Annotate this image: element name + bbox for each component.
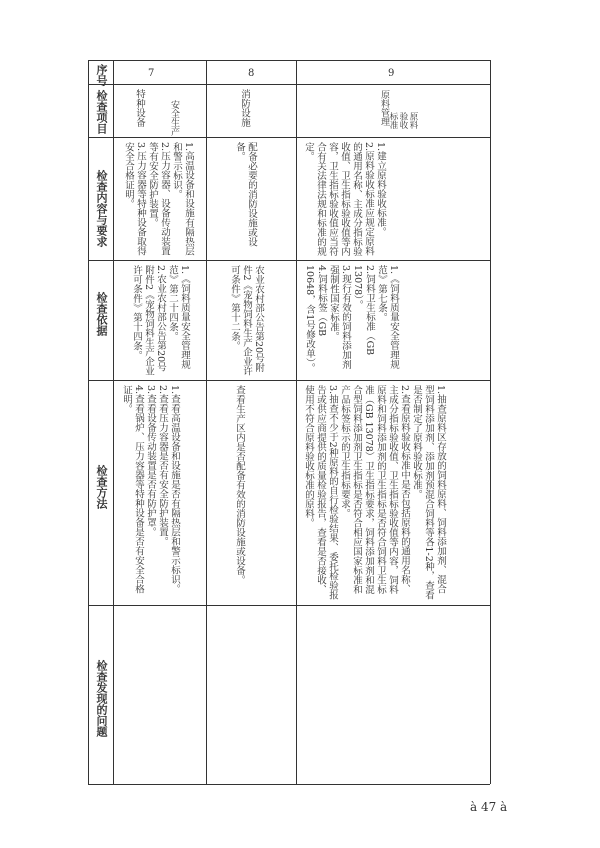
row-item: 特种设备 [134, 89, 145, 127]
column-divider [88, 380, 490, 381]
row-content: 1.建立原料验收标准。 2.原料验收标准应规定原料的通用名称、主成分指标验收值、卫生指标验收值等内容，卫生指标验收值应当符合有关法律法规和标准的规定。 [303, 142, 386, 256]
table-border [88, 60, 89, 784]
column-divider [88, 260, 490, 261]
column-divider [88, 605, 490, 606]
row-number: 9 [388, 68, 395, 79]
header-content: 检查内容与要求 [95, 170, 108, 247]
row-method: 1.查看高温设备和设施是否有隔热层和警示标识。 2.查看压力容器是否有安全防护装置。 3.查看设备传动装置是否有防护罩。 4.查看锅炉、压力容器等特种设备是否有安全合格证明。 [121, 385, 180, 594]
row-method: 查看生产区内是否配备有效的消防设施或设备。 [234, 385, 245, 585]
row-content: 配备必要的消防设施或设备。 [234, 142, 257, 247]
table-border [88, 60, 490, 61]
header-seq: 序号 [95, 64, 108, 86]
column-divider [88, 137, 490, 138]
page-number: à 47 à [470, 800, 508, 814]
column-divider [88, 84, 490, 85]
row-number: 8 [248, 68, 255, 79]
header-issues: 检查发现的问题 [95, 660, 108, 737]
row-number: 7 [148, 68, 155, 79]
row-basis: 1.《饲料质量安全管理规范》第二十四条。 2.农业农村部公告第20号附件2《宠物饲料生产企业许可条件》第十四条。 [131, 265, 190, 376]
table-border [88, 784, 490, 785]
section-label: 安全生产 [169, 100, 179, 136]
header-basis: 检查依据 [95, 292, 108, 336]
row-item: 消防设施 [239, 89, 250, 127]
row-divider [113, 60, 114, 784]
header-method: 检查方法 [95, 465, 108, 509]
row-item: 原料验收标准 [388, 112, 418, 129]
table-border [490, 60, 491, 784]
row-item-section: 原料管理 [379, 90, 389, 126]
row-basis: 农业农村部公告第20号附件2《宠物饲料生产企业许可条件》第十二条。 [229, 265, 264, 376]
row-basis: 1.《饲料质量安全管理规范》第七条。 2.饲料卫生标准（GB 13078）。 3.现行有效的饲料添加剂强制性国家标准。 4.饲料标签（GB 10648，含1号修改单）。 [304, 265, 399, 373]
row-divider [296, 60, 297, 784]
header-item: 检查项目 [95, 90, 108, 134]
inspection-table [88, 60, 490, 784]
row-method: 1.抽查原料区存放的饲料原料、饲料添加剂、混合型饲料添加剂、添加剂预混合饲料等各1-2种，查看是否制定了原料验收标准。 2.查看原料验收标准中是否包括原料的通用名称、主成分指标验收值、卫生指标验收值等内容，饲料原料和饲料添加剂的卫生指标是否符合饲料卫生标准（GB 13078）卫生指标要求，饲料添加剂和混合型饲料添加剂卫生指标是否符合相应国家标准和产品标签标示的卫生指标要求。 3.抽查不少于2种原料的自行检验结果、委托检验报告或供应商提供的质量检验报告，查看是否接收、使用不符合原料验收标准的原料。 [303, 385, 446, 600]
row-content: 1.高温设备和设施有隔热层和警示标识。 2.压力容器、设备传动装置等有安全防护装置。 3.压力容器等特种设备取得安全合格证明。 [123, 142, 194, 256]
row-divider [206, 60, 207, 784]
